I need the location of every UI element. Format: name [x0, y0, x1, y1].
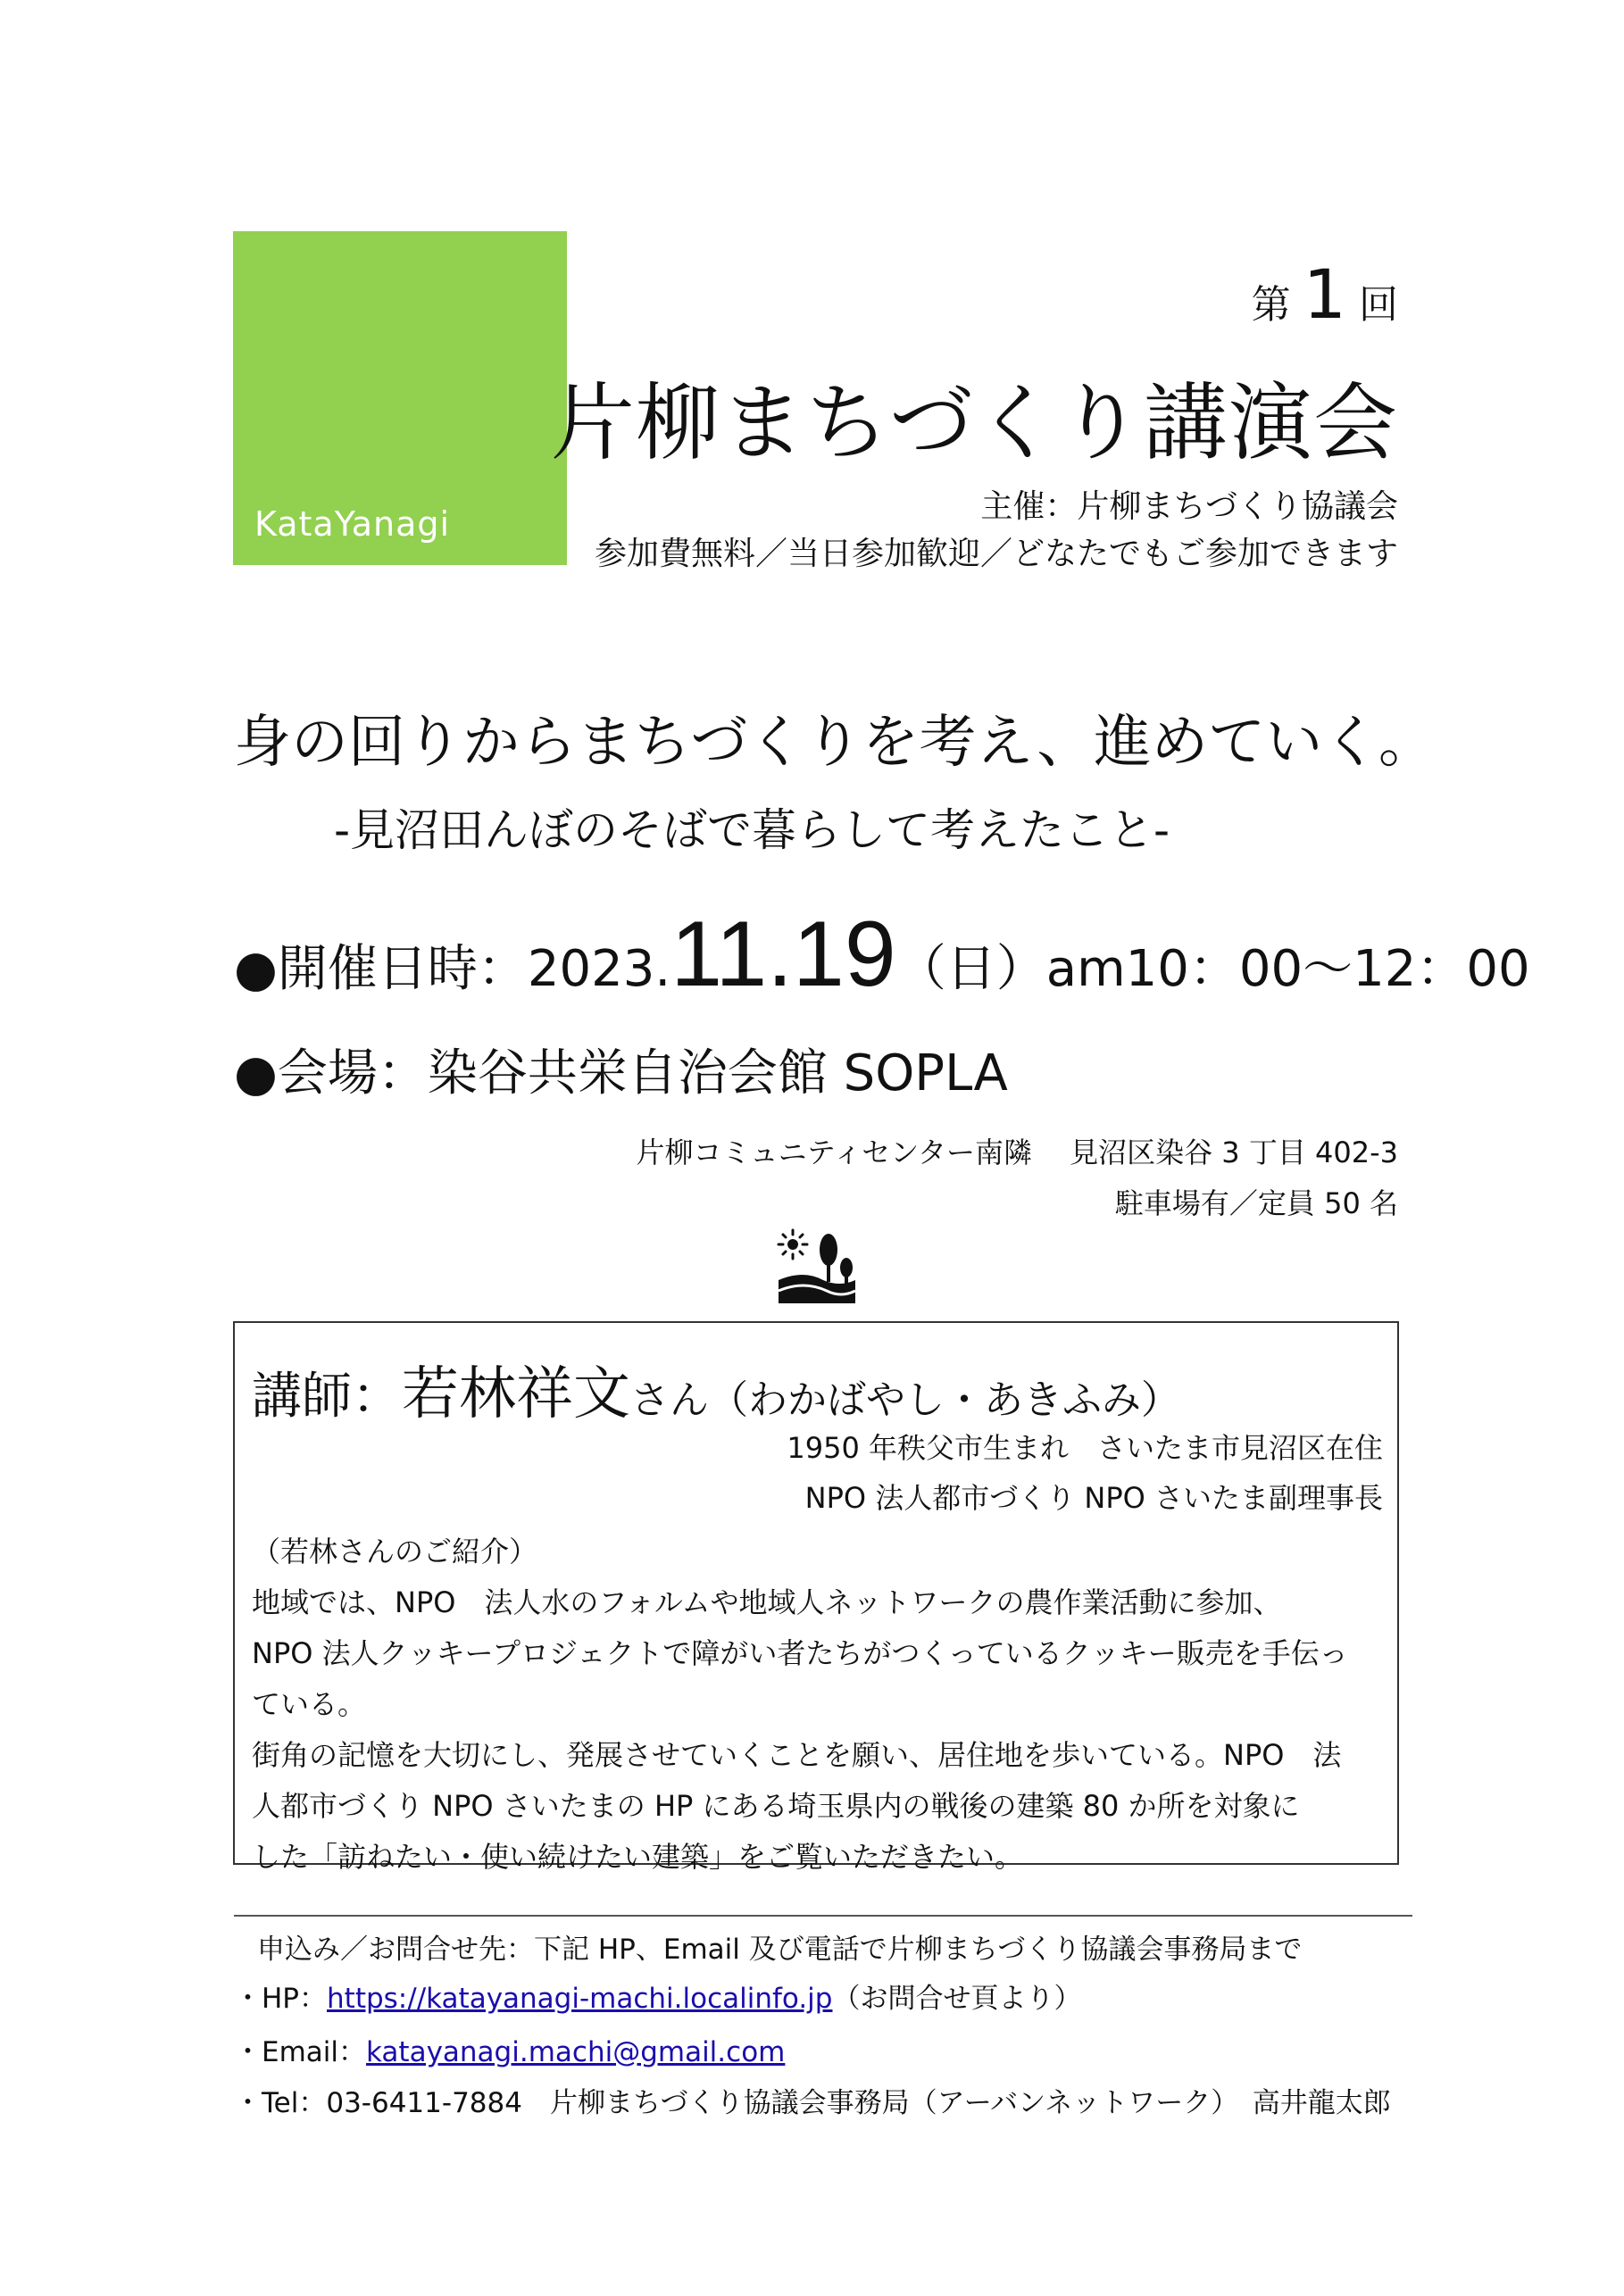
- intro-line: （若林さんのご紹介）: [252, 1535, 538, 1568]
- fee-note: 参加費無料／当日参加歓迎／どなたでもご参加できます: [594, 536, 1398, 572]
- venue-label: ●会場：: [234, 1044, 428, 1102]
- contact-email: [234, 2029, 785, 2069]
- intro-line: NPO 法人クッキープロジェクトで障がい者たちがつくっているクッキー販売を手伝っ: [252, 1636, 1348, 1670]
- event-date: [234, 902, 1530, 1008]
- round-number: [1252, 254, 1398, 334]
- lecturer-intro: [252, 1527, 1348, 1883]
- landscape-icon: [777, 1228, 857, 1305]
- lecturer-heading: [252, 1348, 1180, 1430]
- email-link[interactable]: katayanagi.machi@gmail.com: [366, 2036, 786, 2068]
- intro-line: ている。: [252, 1687, 367, 1721]
- date-year: 2023.: [527, 940, 671, 998]
- headline: 身の回りからまちづくりを考え、進めていく。: [234, 710, 1436, 776]
- divider: [234, 1915, 1412, 1917]
- lecturer-bio-line: NPO 法人都市づくり NPO さいたま副理事長: [804, 1481, 1383, 1515]
- email-label: ・Email：: [234, 2036, 367, 2068]
- date-day: 11.19: [670, 903, 896, 1006]
- hp-note: （お問合せ頁より）: [832, 1983, 1082, 2015]
- round-suffix: 回: [1359, 282, 1398, 328]
- hp-link[interactable]: https://katayanagi-machi.localinfo.jp: [327, 1983, 833, 2015]
- contact-tel: ・Tel：03-6411-7884 片柳まちづくり協議会事務局（アーバンネットワーク） 高井龍太郎: [234, 2087, 1391, 2119]
- lecturer-name: 若林祥文: [402, 1361, 630, 1427]
- contact-hp: [234, 1976, 1081, 2016]
- contact-title: 申込み／お問合せ先：下記 HP、Email 及び電話で片柳まちづくり協議会事務局まで: [257, 1934, 1303, 1966]
- venue-name: 染谷共栄自治会館 SOPLA: [427, 1044, 1008, 1102]
- event-venue: [234, 1034, 1008, 1105]
- lecturer-bio-line: 1950 年秩父市生まれ さいたま市見沼区在住: [787, 1431, 1383, 1465]
- round-prefix: 第: [1251, 282, 1291, 328]
- intro-line: 地域では、NPO 法人水のフォルムや地域人ネットワークの農作業活動に参加、: [252, 1585, 1282, 1619]
- intro-line: 街角の記憶を大切にし、発展させていくことを願い、居住地を歩いている。NPO 法: [252, 1738, 1342, 1772]
- organizer-text: 主催：片柳まちづくり協議会: [980, 488, 1398, 525]
- round-num: 1: [1303, 254, 1346, 334]
- date-time: am10：00～12：00: [1045, 940, 1530, 998]
- venue-address: 片柳コミュニティセンター南隣 見沼区染谷 3 丁目 402-3: [636, 1136, 1398, 1169]
- intro-line: した「訪ねたい・使い続けたい建築」をご覧いただきたい。: [252, 1840, 1024, 1874]
- intro-line: 人都市づくり NPO さいたまの HP にある埼玉県内の戦後の建築 80 か所を対象に: [252, 1789, 1300, 1823]
- hp-label: ・HP：: [234, 1983, 328, 2015]
- subheadline: -見沼田んぼのそばで暮らして考えたこと-: [334, 804, 1170, 856]
- lecturer-label: 講師：: [252, 1368, 402, 1426]
- lecturer-name-reading: さん（わかばやし・あきふみ）: [630, 1377, 1180, 1423]
- date-weekday: （日）: [895, 940, 1046, 998]
- venue-capacity: 駐車場有／定員 50 名: [1114, 1186, 1398, 1220]
- date-label: ●開催日時：: [234, 940, 528, 998]
- logo-text: KataYanagi: [254, 504, 451, 544]
- page-title: 片柳まちづくり講演会: [550, 375, 1398, 472]
